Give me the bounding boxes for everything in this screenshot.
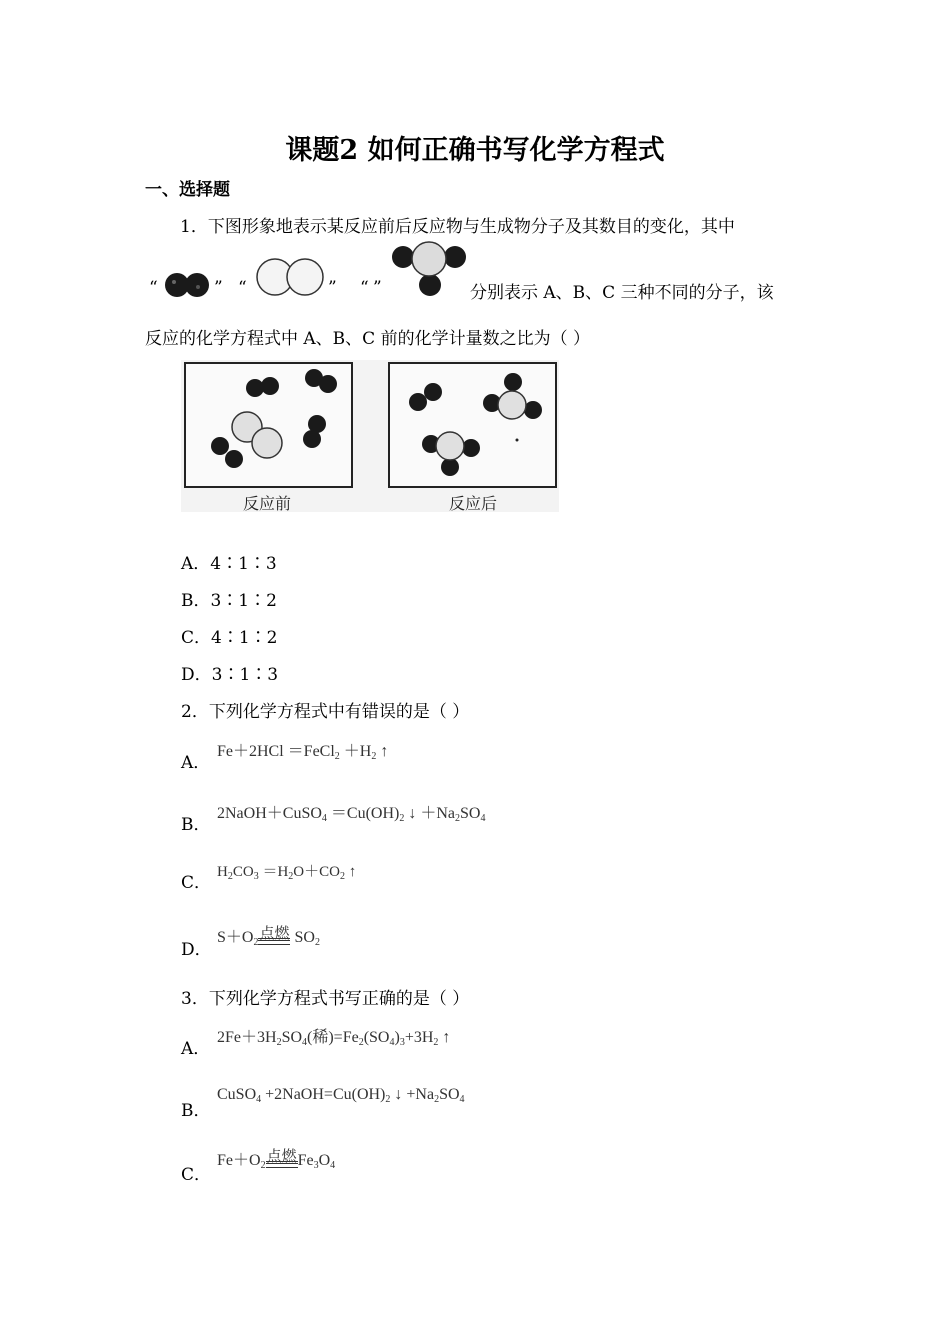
q1-line2-tail: 分别表示 A、B、C 三种不同的分子，该 [470,283,774,303]
quote-open-c: “ [360,278,369,298]
q3-equation-c: $Fe+O_2$点燃 $Fe_3O_4$ [217,1149,336,1171]
q1-option-d[interactable]: D．3∶1∶3 [181,665,279,685]
q1-line3: 反应的化学方程式中 A、B、C 前的化学计量数之比为（ ） [145,329,590,349]
q2-option-d[interactable]: D． [181,940,212,960]
q3-option-b[interactable]: B． [181,1101,211,1121]
quote-close-b: ” [328,278,337,298]
molecule-c-icon [388,240,470,298]
q1-option-c[interactable]: C．4∶1∶2 [181,628,278,648]
label-before: 反应前 [243,494,292,513]
quote-open-b: “ [238,278,247,298]
reaction-diagram [181,360,559,512]
q2-equation-d: $S+O_2$点燃 $SO_2$ [217,926,320,948]
q3-option-c[interactable]: C． [181,1165,212,1185]
quote-close-a: ” [214,278,223,298]
ignite-condition: 点燃 [258,926,290,947]
section-heading: 一、选择题 [145,180,230,200]
q2-stem: 2．下列化学方程式中有错误的是（ ） [181,702,470,722]
page-title: 课题2 如何正确书写化学方程式 [285,135,665,166]
reaction-figure [181,360,559,512]
molecule-a-icon [160,270,214,300]
q2-equation-b: 2NaOH＋CuSO$_4$ $=Cu(OH)_2$ ↓ $+Na_2SO_4$ [217,805,486,824]
q2-option-a[interactable]: A． [181,753,211,773]
molecule-b-icon [255,257,327,297]
q2-equation-a: Fe＋2HCl ＝FeCl$_2$ $+H_2$ ↑ [217,743,389,762]
q3-stem: 3．下列化学方程式书写正确的是（ ） [181,989,470,1009]
label-after: 反应后 [449,494,498,513]
q3-option-a[interactable]: A． [181,1039,211,1059]
ignite-condition: 点燃 [266,1149,298,1170]
quote-close-c: ” [373,278,382,298]
q3-equation-a: $2Fe+3H_2SO_4$(稀)$=Fe_2(SO_4)_3+3H_2$ ↑ [217,1029,451,1048]
q3-equation-b: CuSO$_4$ $+2NaOH=Cu(OH)_2$ ↓ $+Na_2SO_4$ [217,1086,465,1105]
quote-open-a: “ [149,278,158,298]
q1-option-b[interactable]: B．3∶1∶2 [181,591,277,611]
q2-option-b[interactable]: B． [181,815,211,835]
q1-line1: 1．下图形象地表示某反应前后反应物与生成物分子及其数目的变化，其中 [180,217,735,237]
q2-equation-c: $H_2CO_3 =H_2O+CO_2$ ↑ [217,864,357,882]
q1-option-a[interactable]: A．4∶1∶3 [181,554,277,574]
q2-option-c[interactable]: C． [181,873,212,893]
